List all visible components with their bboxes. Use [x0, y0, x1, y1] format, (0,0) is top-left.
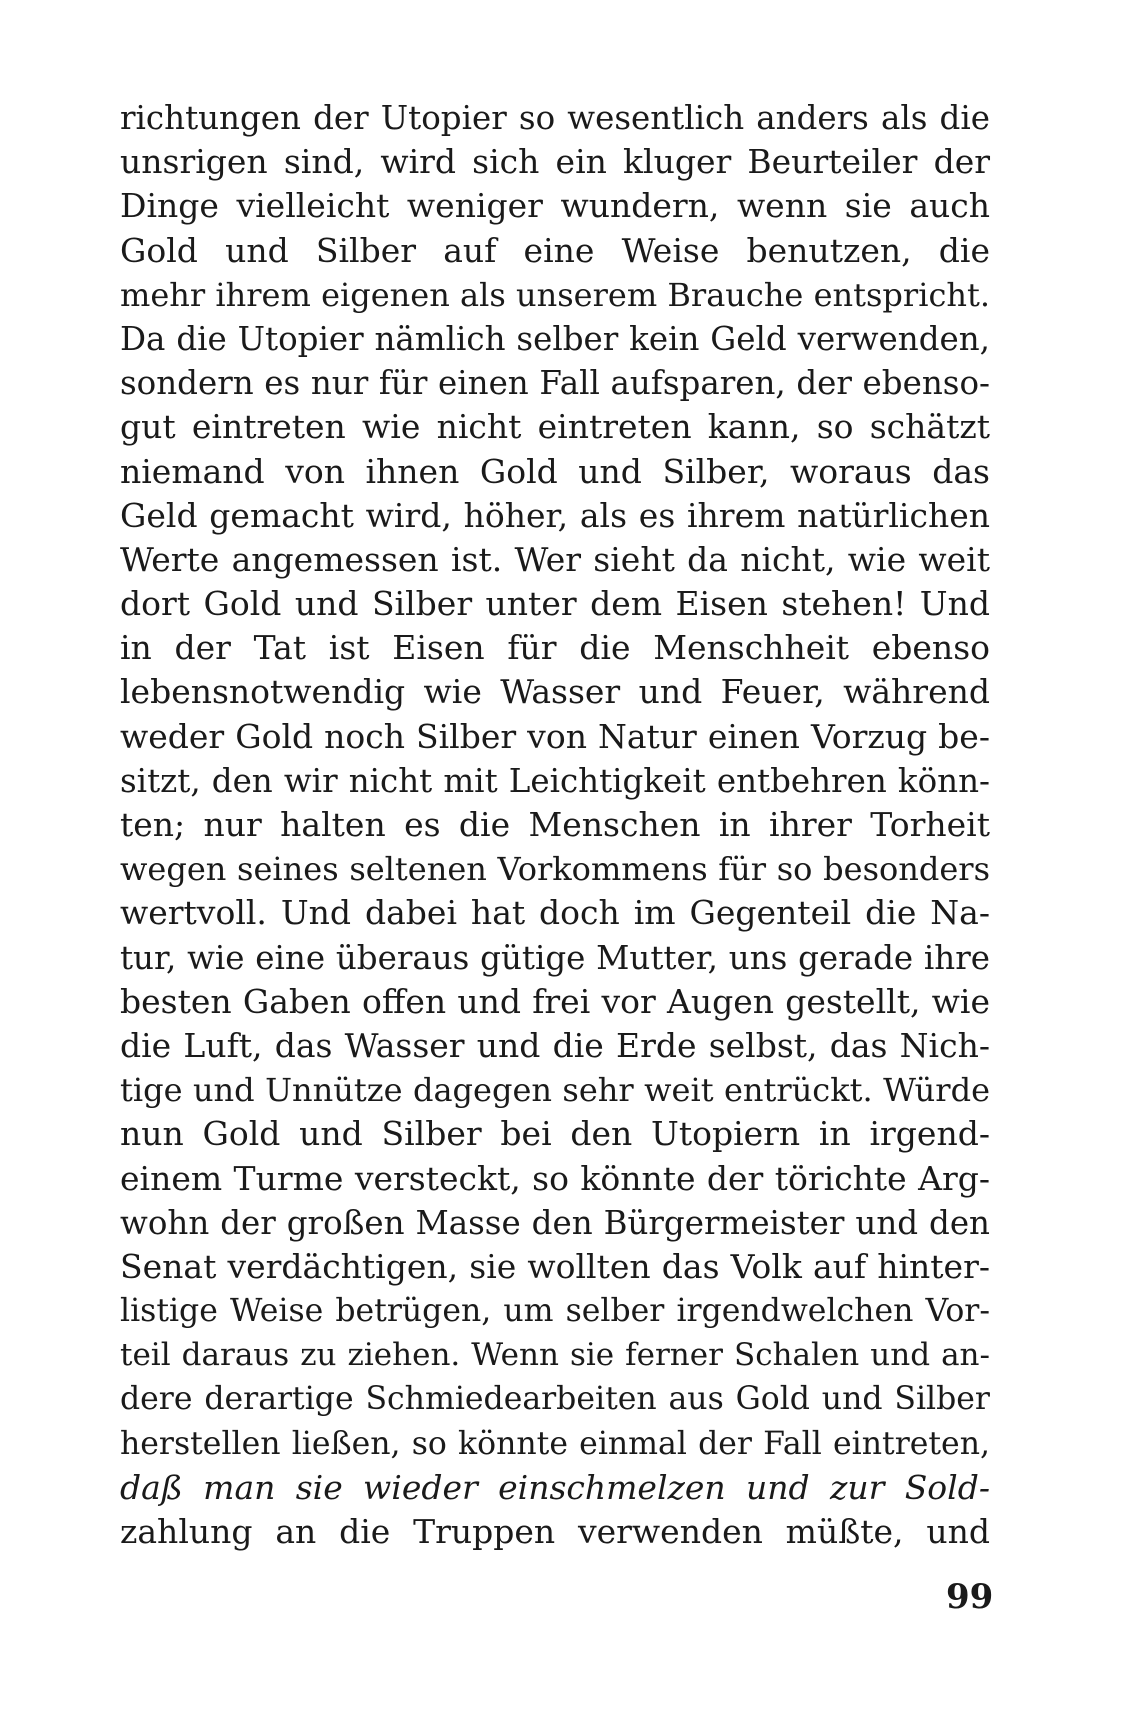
text-line: richtungen der Utopier so wesentlich anders als die [120, 99, 990, 137]
text-line: Dinge vielleicht weniger wundern, wenn sie auch [120, 186, 990, 226]
text-line: besten Gaben offen und frei vor Augen gestellt, wie [120, 981, 990, 1021]
text-line: dort Gold und Silber unter dem Eisen stehen! Und [120, 584, 990, 624]
text-line: listige Weise betrügen, um selber irgendwelchen Vor- [120, 1293, 990, 1330]
text-line: Senat verdächtigen, sie wollten das Volk auf hinter- [120, 1246, 990, 1286]
text-line: dere derartige Schmiedearbeiten aus Gold und Silber [120, 1381, 990, 1418]
text-line: Da die Utopier nämlich selber kein Geld verwenden, [120, 319, 990, 358]
text-line: in der Tat ist Eisen für die Menschheit ebenso [120, 628, 990, 668]
text-line: mehr ihrem eigenen als unserem Brauche entspricht. [120, 275, 990, 314]
text-line: tige und Unnütze dagegen sehr weit entrückt. Würde [120, 1071, 990, 1110]
text-line: niemand von ihnen Gold und Silber, woraus das [120, 451, 990, 491]
text-line: Geld gemacht wird, höher, als es ihrem natürlichen [120, 495, 990, 535]
text-line: wertvoll. Und dabei hat doch im Gegenteil die Na- [120, 893, 990, 933]
body-text [120, 96, 990, 1554]
text-line: gut eintreten wie nicht eintreten kann, so schätzt [120, 407, 990, 447]
text-line: weder Gold noch Silber von Natur einen Vorzug be- [120, 716, 990, 756]
text-line: sondern es nur für einen Fall aufsparen, der ebenso- [120, 364, 990, 403]
text-line: Gold und Silber auf eine Weise benutzen, die [120, 230, 990, 270]
text-line: ten; nur halten es die Menschen in ihrer Torheit [120, 805, 990, 844]
text-line: lebensnotwendig wie Wasser und Feuer, während [120, 672, 990, 712]
text-line: tur, wie eine überaus gütige Mutter, uns gerade ihre [120, 938, 990, 977]
text-line: Werte angemessen ist. Wer sieht da nicht, wie weit [120, 539, 990, 579]
text-line: sitzt, den wir nicht mit Leichtigkeit entbehren könn- [120, 761, 990, 800]
text-line: einem Turme versteckt, so könnte der törichte Arg- [120, 1158, 990, 1198]
text-line: zahlung an die Truppen verwenden müßte, und [120, 1512, 990, 1551]
text-line: wohn der großen Masse den Bürgermeister und den [120, 1203, 990, 1242]
text-line: unsrigen sind, wird sich ein kluger Beurteiler der [120, 142, 990, 182]
text-line: die Luft, das Wasser und die Erde selbst, das Nich- [120, 1025, 990, 1065]
text-line: teil daraus zu ziehen. Wenn sie ferner Schalen und an- [120, 1337, 990, 1374]
page-number: 99 [946, 1577, 994, 1617]
text-line: wegen seines seltenen Vorkommens für so besonders [120, 850, 990, 889]
text-line: nun Gold und Silber bei den Utopiern in irgend- [120, 1114, 990, 1154]
text-line: daß man sie wieder einschmelzen und zur Sold- [120, 1467, 990, 1507]
text-line: herstellen ließen, so könnte einmal der Fall eintreten, [120, 1425, 990, 1462]
